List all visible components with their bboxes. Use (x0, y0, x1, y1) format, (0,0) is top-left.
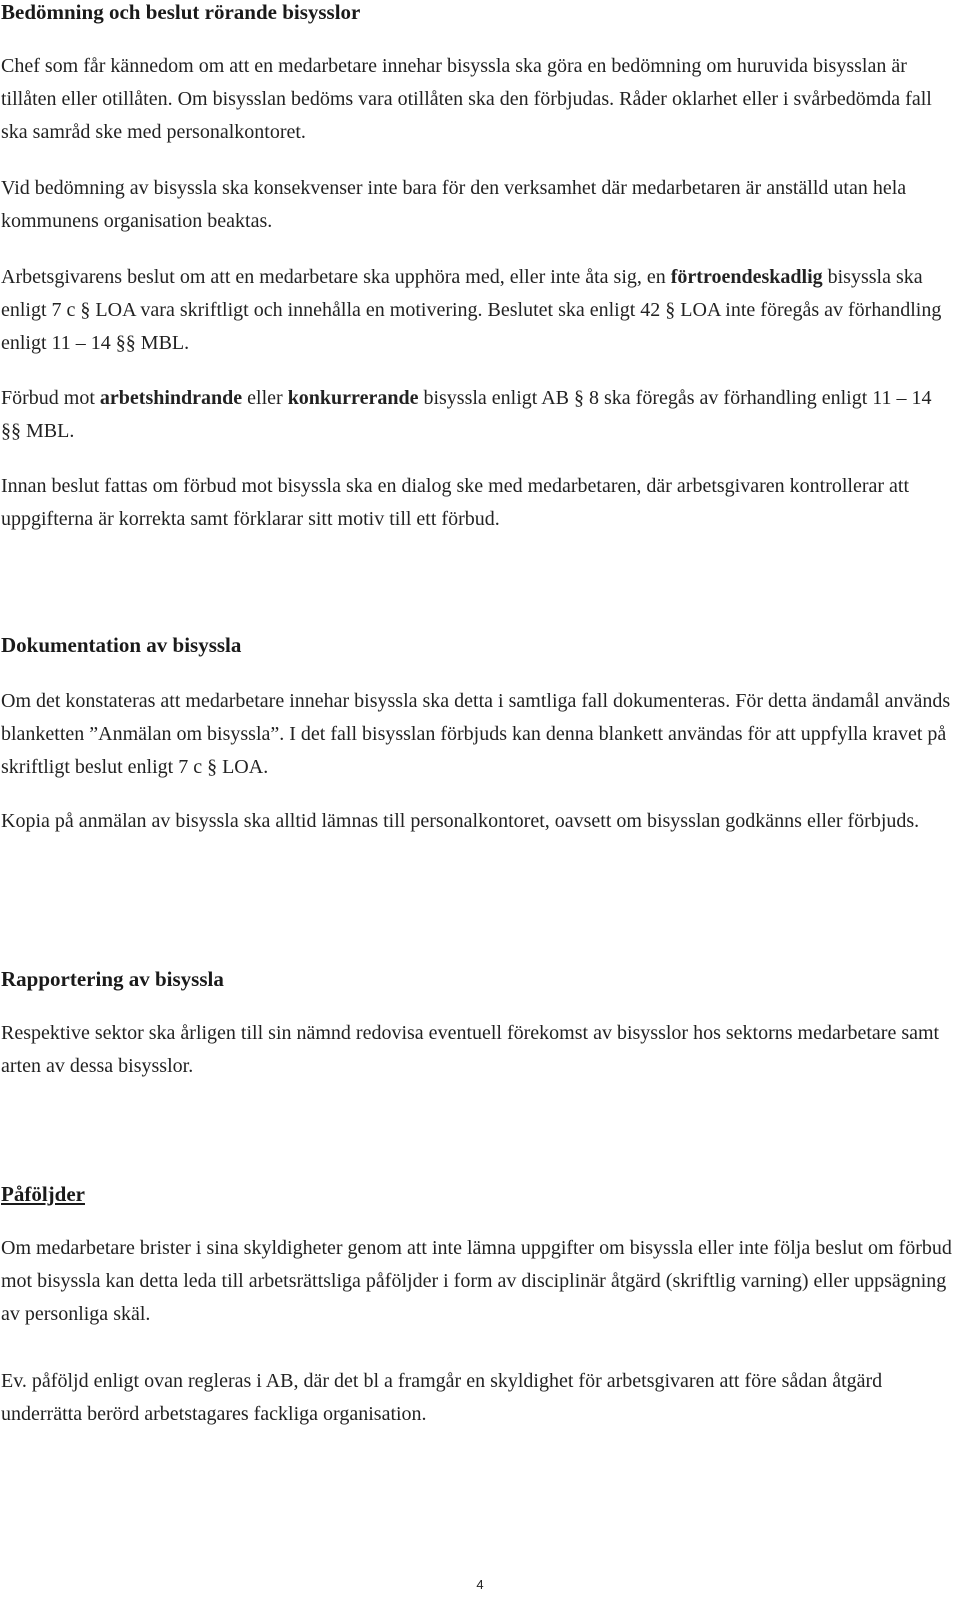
section-heading-paafoljder (1, 1182, 85, 1206)
heading-text: Påföljder (1, 1182, 85, 1206)
paragraph: Vid bedömning av bisyssla ska konsekvenser inte bara för den verksamhet där medarbetaren är anställd utan hela kommunens organisation beaktas. (1, 177, 907, 232)
section-heading-dokumentation: Dokumentation av bisyssla (1, 633, 242, 657)
paragraph-text: bisyssla enligt AB § 8 ska föregås av förhandling enligt 11 – 14 §§ MBL. (1, 387, 932, 442)
section-heading-bedomning: Bedömning och beslut rörande bisysslor (1, 0, 361, 24)
paragraph: Kopia på anmälan av bisyssla ska alltid lämnas till personalkontoret, oavsett om bisysslan godkänns eller förbjuds. (1, 810, 920, 832)
bold-term: konkurrerande (287, 387, 419, 409)
page-number: 4 (476, 1577, 484, 1592)
paragraph (1, 261, 953, 360)
bold-term: förtroendeskadlig (670, 266, 823, 288)
paragraph-text: eller (242, 387, 288, 409)
paragraph: Innan beslut fattas om förbud mot bisyssla ska en dialog ske med medarbetaren, där arbetsgivaren kontrollerar att uppgifterna är korrekta samt förklarar sitt motiv till ett förbud. (1, 475, 910, 530)
paragraph: Om medarbetare brister i sina skyldigheter genom att inte lämna uppgifter om bisyssla eller inte följa beslut om förbud mot bisyssla kan detta leda till arbetsrättsliga påföljder i form av disciplinär åtgärd (skriftlig varning) eller uppsägning av personliga skäl. (1, 1237, 952, 1325)
section-heading-rapportering: Rapportering av bisyssla (1, 967, 224, 991)
bold-term: arbetshindrande (99, 387, 243, 409)
paragraph (1, 382, 953, 448)
paragraph: Ev. påföljd enligt ovan regleras i AB, där det bl a framgår en skyldighet för arbetsgivaren att före sådan åtgärd underrätta berörd arbetstagares fackliga organisation. (1, 1370, 883, 1425)
paragraph: Chef som får kännedom om att en medarbetare innehar bisyssla ska göra en bedömning om huruvida bisysslan är tillåten eller otillåten. Om bisysslan bedöms vara otillåten ska den förbjudas. Råder oklarhet eller i svårbedömda fall ska samråd ske med personalkontoret. (1, 55, 932, 143)
paragraph-text: bisyssla ska enligt 7 c § LOA vara skriftligt och innehålla en motivering. Beslutet ska enligt 42 § LOA inte föregås av förhandling enligt 11 – 14 §§ MBL. (1, 266, 942, 354)
paragraph-text: Arbetsgivarens beslut om att en medarbetare ska upphöra med, eller inte åta sig, en (1, 266, 671, 288)
paragraph: Respektive sektor ska årligen till sin nämnd redovisa eventuell förekomst av bisysslor hos sektorns medarbetare samt arten av dessa bisysslor. (1, 1022, 940, 1077)
paragraph-text: Förbud mot (1, 387, 100, 409)
paragraph: Om det konstateras att medarbetare innehar bisyssla ska detta i samtliga fall dokumenteras. För detta ändamål används blanketten ”Anmälan om bisyssla”. I det fall bisysslan förbjuds kan denna blankett användas för att uppfylla kravet på skriftligt beslut enligt 7 c § LOA. (1, 690, 951, 778)
